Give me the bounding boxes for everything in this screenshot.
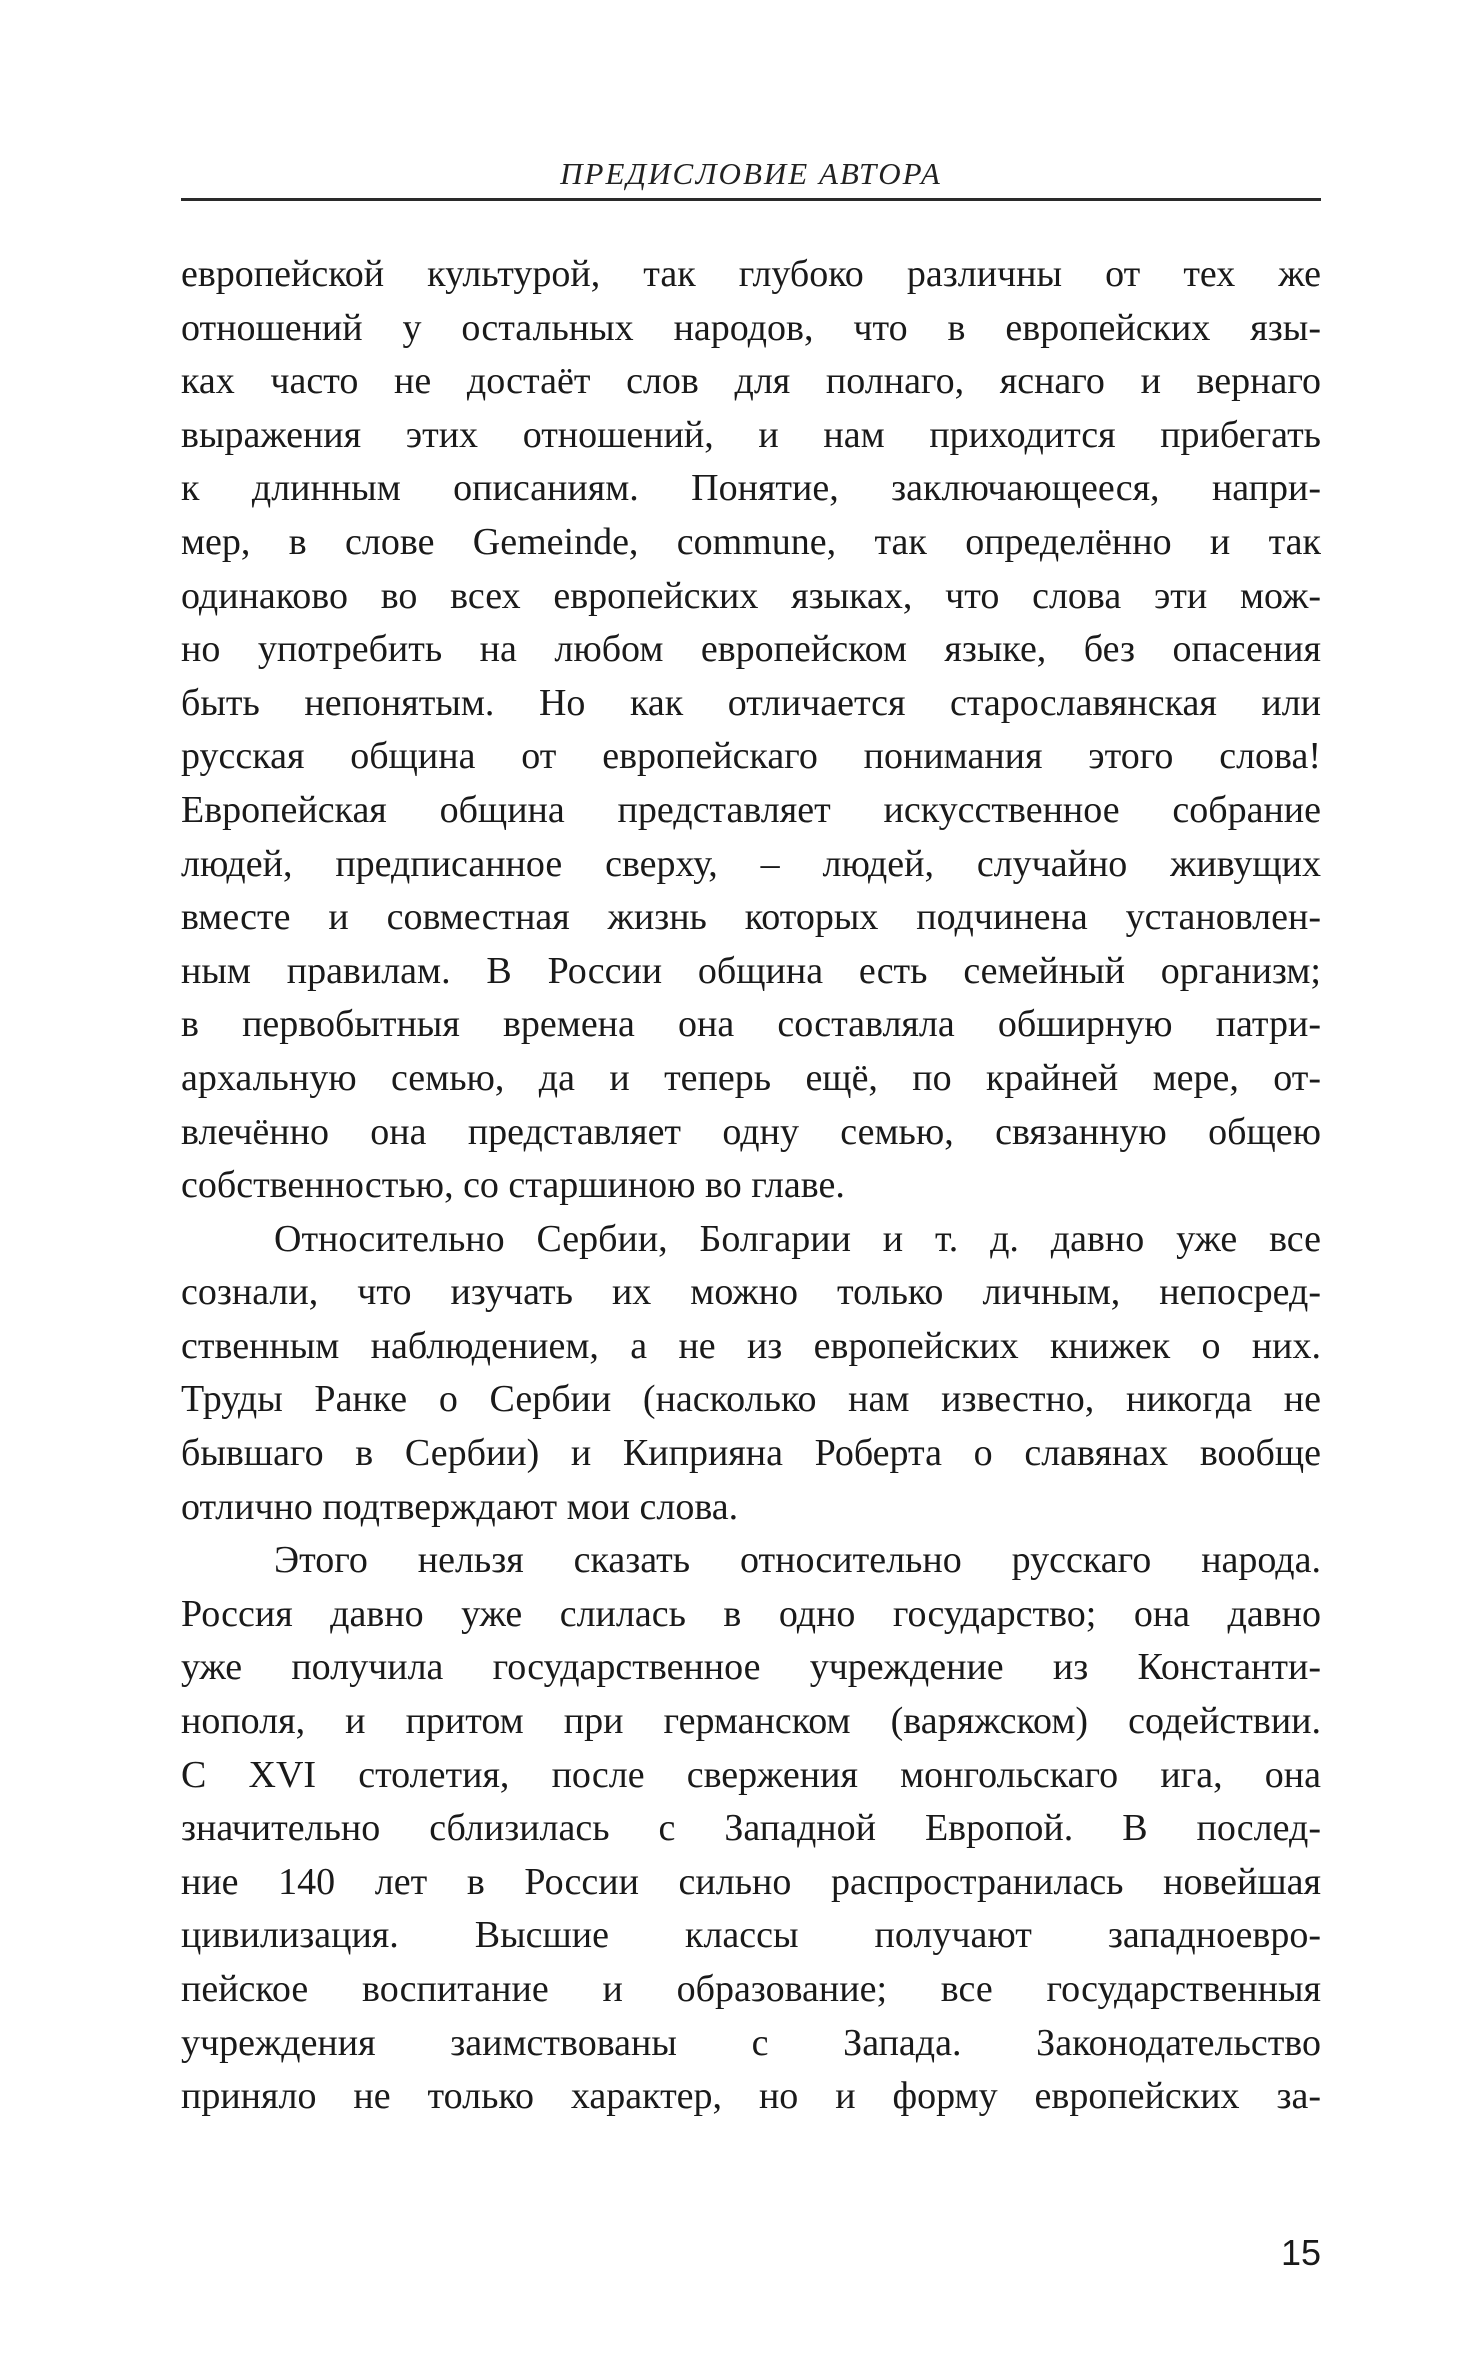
text-line: бывшаго в Сербии) и Киприяна Роберта о славянах вообще	[181, 1432, 1321, 1475]
text-line: сознали, что изучать их можно только личным, непосред-	[181, 1271, 1321, 1314]
running-title: ПРЕДИСЛОВИЕ АВТОРА	[560, 156, 942, 191]
page-number: 15	[1280, 2232, 1321, 2273]
text-line: отношений у остальных народов, что в европейских язы-	[181, 306, 1321, 349]
text-line: значительно сблизилась с Западной Европой. В послед-	[181, 1807, 1321, 1850]
text-line: ние 140 лет в России сильно распространилась новейшая	[181, 1860, 1321, 1903]
text-line: людей, предписанное сверху, – людей, случайно живущих	[181, 842, 1321, 885]
running-header	[181, 150, 1321, 201]
text-line: Россия давно уже слилась в одно государство; она давно	[181, 1592, 1321, 1635]
text-line: ках часто не достаёт слов для полнаго, яснаго и вернаго	[181, 360, 1321, 403]
text-line: в первобытныя времена она составляла обширную патри-	[181, 1003, 1321, 1046]
text-line: Относительно Сербии, Болгарии и т. д. давно уже все	[274, 1217, 1321, 1260]
text-line: отлично подтверждают мои слова.	[181, 1485, 739, 1528]
text-line: пейское воспитание и образование; все государственныя	[181, 1968, 1321, 2010]
paragraph	[181, 1534, 1321, 2124]
text-line: одинаково во всех европейских языках, что слова эти мож-	[181, 574, 1321, 617]
text-line: но употребить на любом европейском языке, без опасения	[181, 628, 1321, 671]
text-line: архальную семью, да и теперь ещё, по крайней мере, от-	[181, 1056, 1321, 1099]
paragraph	[181, 248, 1321, 1213]
text-line: быть непонятым. Но как отличается старославянская или	[181, 681, 1321, 724]
text-line: цивилизация. Высшие классы получают западноевро-	[181, 1914, 1321, 1957]
text-line: к длинным описаниям. Понятие, заключающееся, напри-	[181, 467, 1321, 510]
text-line: влечённо она представляет одну семью, связанную общею	[181, 1110, 1321, 1153]
text-line: уже получила государственное учреждение из Константи-	[181, 1646, 1321, 1689]
text-line: Труды Ранке о Сербии (насколько нам известно, никогда не	[181, 1378, 1321, 1421]
text-line: собственностью, со старшиною во главе.	[181, 1164, 845, 1207]
text-line: С XVI столетия, после свержения монгольскаго ига, она	[181, 1753, 1321, 1796]
text-line: мер, в слове Gemeinde, commune, так определённо и так	[181, 520, 1321, 563]
text-line: выражения этих отношений, и нам приходится прибегать	[181, 413, 1321, 456]
text-line: вместе и совместная жизнь которых подчинена установлен-	[181, 896, 1321, 939]
body-text	[181, 248, 1321, 2124]
text-line: Европейская община представляет искусственное собрание	[181, 788, 1321, 831]
text-line: русская община от европейскаго понимания этого слова!	[181, 735, 1321, 778]
text-line: нополя, и притом при германском (варяжском) содействии.	[181, 1700, 1321, 1743]
paragraph	[181, 1213, 1321, 1535]
text-line: учреждения заимствованы с Запада. Законодательство	[181, 2021, 1321, 2064]
text-line: Этого нельзя сказать относительно русскаго народа.	[274, 1539, 1321, 1582]
text-line: ственным наблюдением, а не из европейских книжек о них.	[181, 1324, 1321, 1367]
text-line: приняло не только характер, но и форму европейских за-	[181, 2075, 1321, 2118]
text-line: европейской культурой, так глубоко различны от тех же	[181, 253, 1321, 295]
text-line: ным правилам. В России община есть семейный организм;	[181, 949, 1321, 992]
